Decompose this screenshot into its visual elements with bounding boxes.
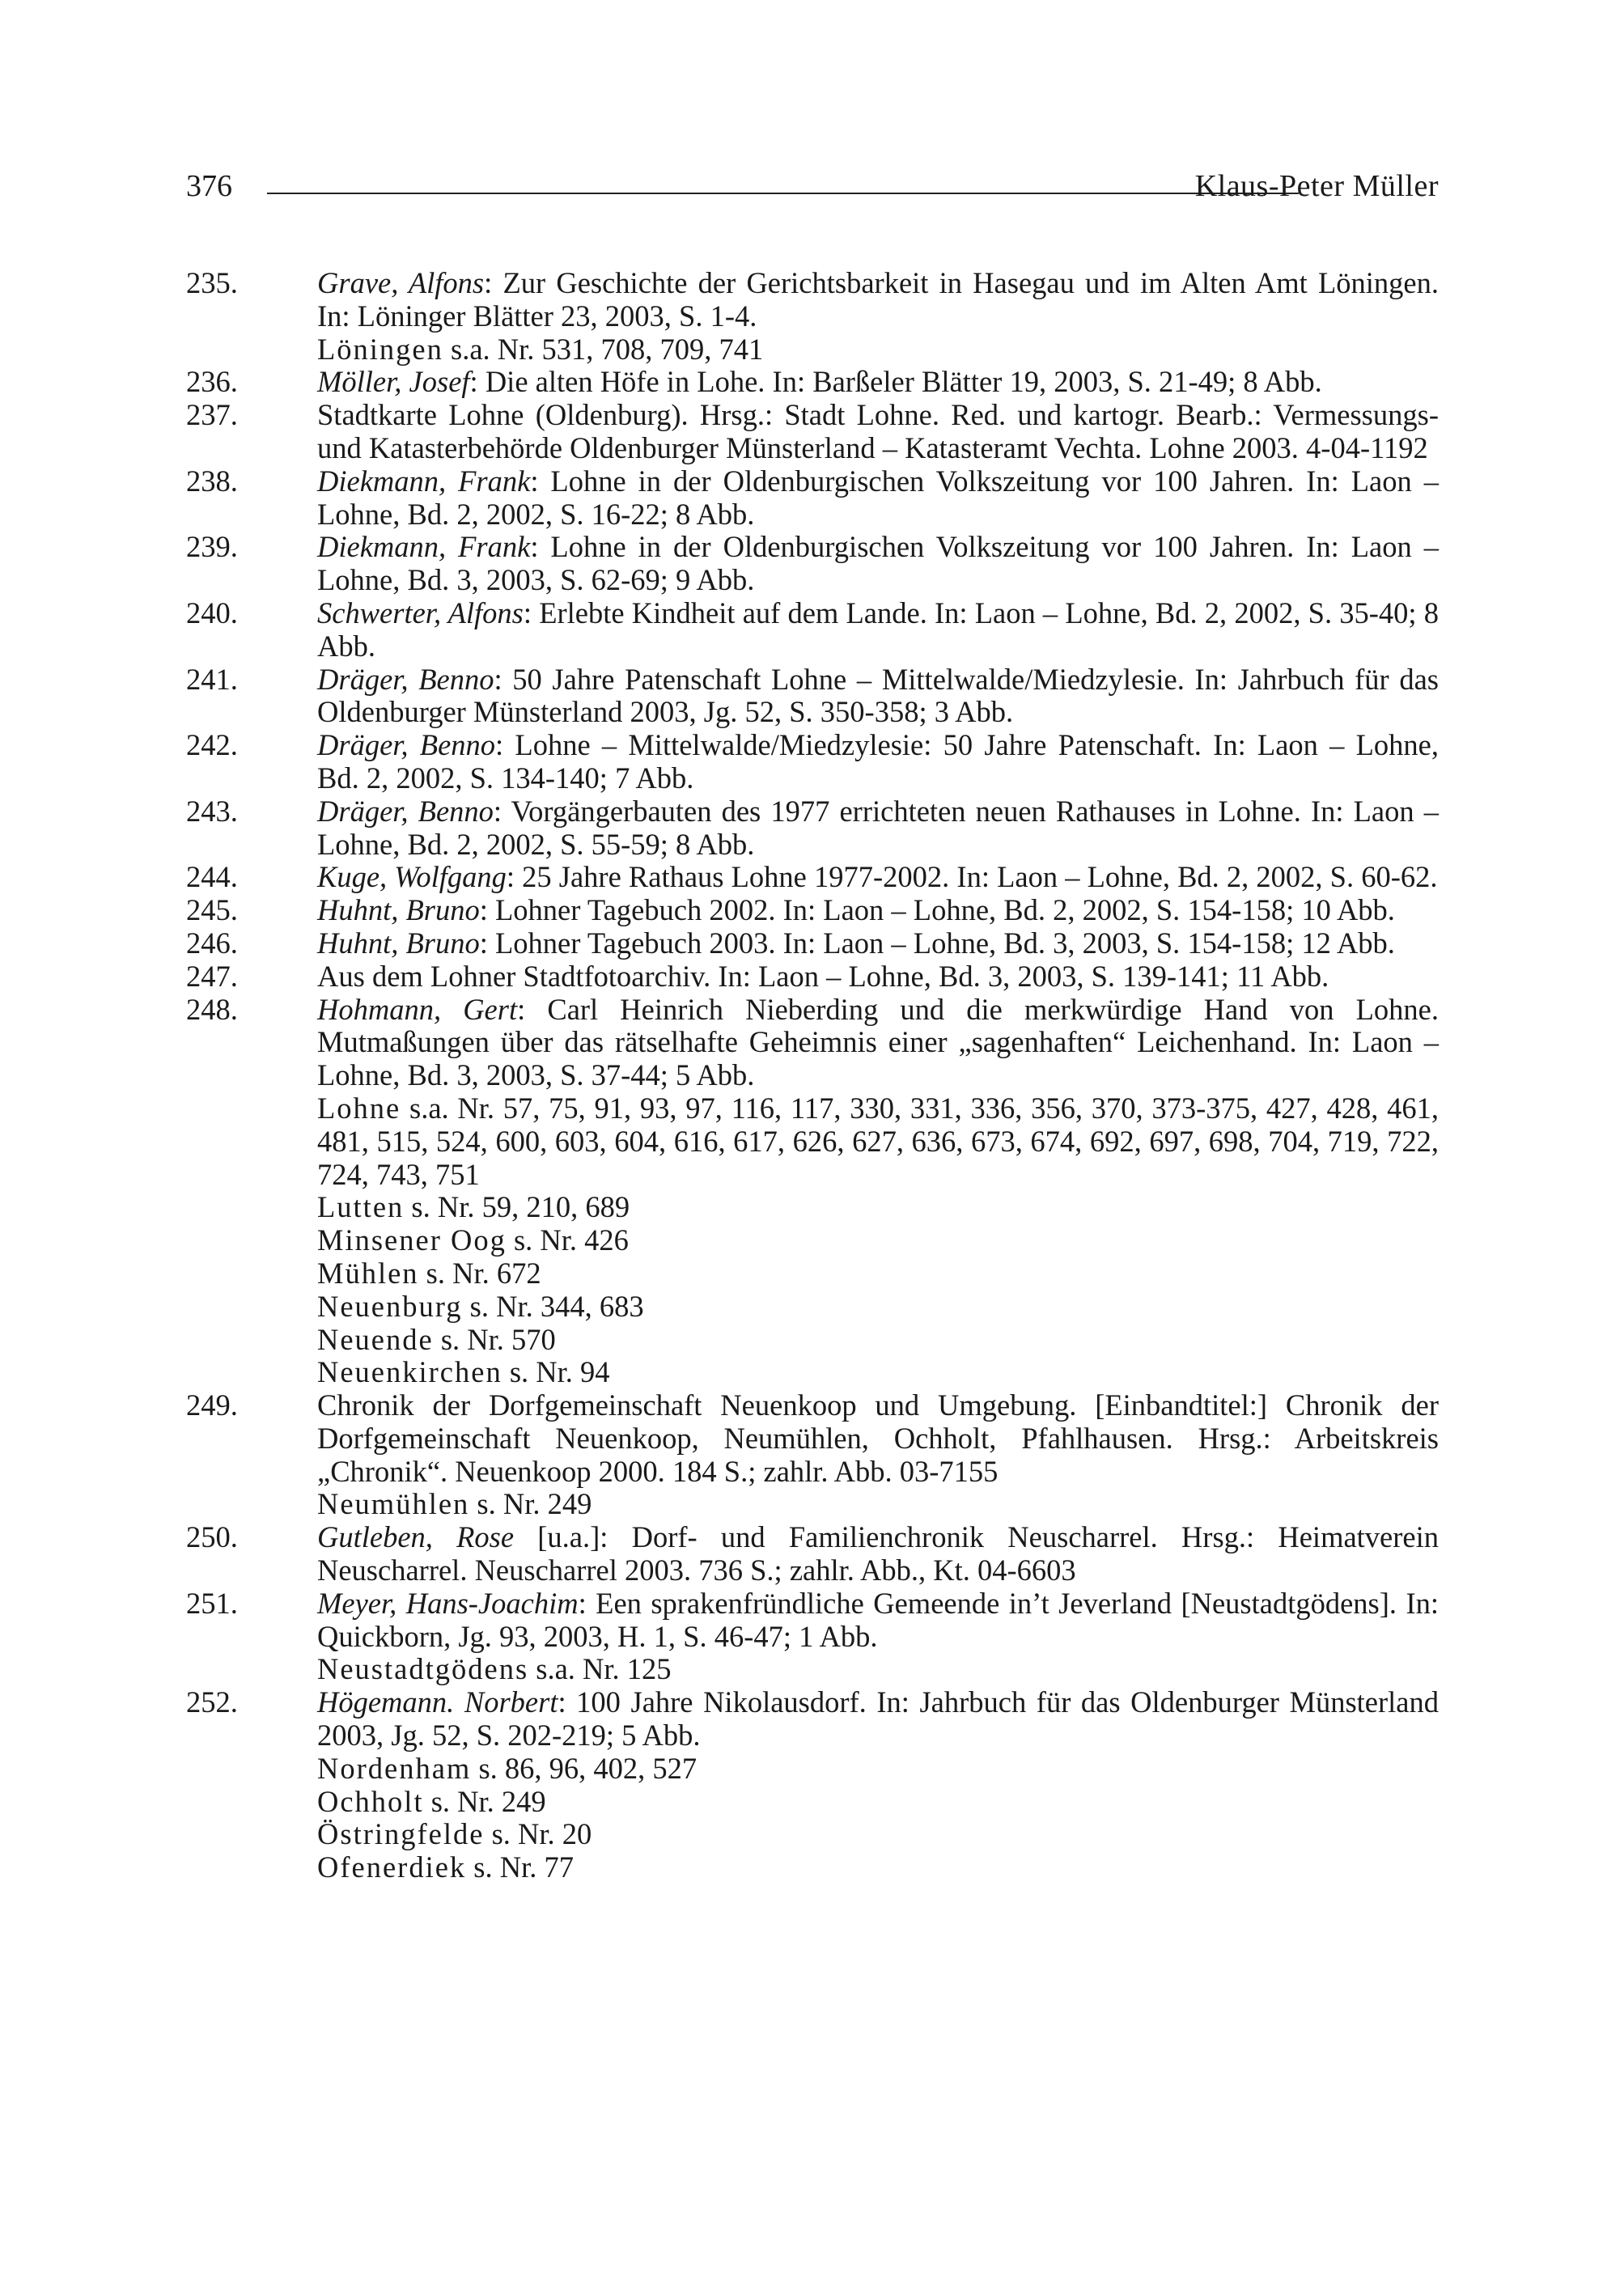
entry-number: 243.: [186, 794, 238, 828]
place-name: Minsener Oog: [317, 1223, 507, 1257]
entry-text: : Carl Heinrich Nieberding und die merkwürdige Hand von Lohne. Mutmaßungen über das rätselhafte Geheimnis einer „sagenhaften“ Leichenhand. In: Laon – Lohne, Bd. 3, 2003, S. 37-44; 5 Abb.: [317, 992, 1440, 1092]
entry-author: Grave, Alfons: [317, 266, 485, 299]
entry-number: 240.: [186, 596, 238, 629]
entry-number: 248.: [186, 992, 238, 1026]
place-name: Lohne: [317, 1091, 401, 1125]
reference-numbers: s. Nr. 672: [418, 1256, 541, 1290]
entry-text: : 50 Jahre Patenschaft Lohne – Mittelwalde/Miedzylesie. In: Jahrbuch für das Oldenburger Münsterland 2003, Jg. 52, S. 350-358; 3 Abb.: [317, 662, 1440, 729]
place-reference: [186, 1818, 1439, 1851]
entry-number: 251.: [186, 1586, 238, 1620]
bibliography-entry: [186, 663, 1439, 730]
entry-author: Schwerter, Alfons: [317, 596, 524, 629]
entry-text: : Erlebte Kindheit auf dem Lande. In: Laon – Lohne, Bd. 2, 2002, S. 35-40; 8 Abb.: [317, 596, 1439, 663]
bibliography-entry: [186, 861, 1439, 894]
reference-numbers: s. 86, 96, 402, 527: [471, 1751, 698, 1785]
place-reference: [186, 1356, 1439, 1389]
entry-author: Huhnt, Bruno: [317, 893, 480, 927]
bibliography-entry: [186, 1686, 1439, 1753]
place-reference: [186, 333, 1439, 367]
entry-text: [u.a.]: Dorf- und Familienchronik Neuscharrel. Hrsg.: Heimatverein Neuscharrel. Neuscharrel 2003. 736 S.; zahlr. Abb., Kt. 04-6603: [317, 1520, 1439, 1587]
entry-author: Möller, Josef: [317, 365, 470, 399]
entry-number: 246.: [186, 926, 238, 960]
entry-text: : Een sprakenfründliche Gemeende in’t Jeverland [Neustadtgödens]. In: Quickborn, Jg. 93, 2003, H. 1, S. 46-47; 1 Abb.: [317, 1586, 1439, 1653]
place-name: Neuenkirchen: [317, 1355, 502, 1389]
bibliography-entry: [186, 894, 1439, 927]
place-reference: [186, 1191, 1439, 1224]
entry-author: Huhnt, Bruno: [317, 926, 480, 960]
bibliography-list: [186, 267, 1439, 1884]
reference-numbers: s. Nr. 249: [423, 1784, 546, 1818]
place-reference: [186, 1092, 1439, 1191]
bibliography-entry: [186, 597, 1439, 663]
bibliography-entry: [186, 1389, 1439, 1488]
entry-author: Diekmann, Frank: [317, 464, 531, 498]
place-reference: [186, 1786, 1439, 1819]
entry-text: : 25 Jahre Rathaus Lohne 1977-2002. In: Laon – Lohne, Bd. 2, 2002, S. 60-62.: [506, 860, 1438, 894]
entry-number: 241.: [186, 662, 238, 696]
entry-number: 238.: [186, 464, 238, 498]
place-name: Löningen: [317, 332, 443, 366]
reference-numbers: s. Nr. 59, 210, 689: [404, 1190, 630, 1224]
entry-number: 252.: [186, 1685, 238, 1719]
page-number: 376: [186, 169, 232, 203]
entry-number: 237.: [186, 398, 238, 432]
place-name: Neuenburg: [317, 1289, 463, 1323]
entry-author: Dräger, Benno: [317, 662, 494, 696]
bibliography-entry: [186, 267, 1439, 333]
bibliography-entry: [186, 927, 1439, 960]
entry-text: : Lohne in der Oldenburgischen Volkszeitung vor 100 Jahren. In: Laon – Lohne, Bd. 3, 2003, S. 62-69; 9 Abb.: [317, 530, 1439, 597]
place-reference: [186, 1257, 1439, 1291]
place-name: Ofenerdiek: [317, 1850, 467, 1884]
entry-author: Diekmann, Frank: [317, 530, 531, 564]
place-name: Mühlen: [317, 1256, 419, 1290]
entry-author: Gutleben, Rose: [317, 1520, 515, 1554]
entry-author: Dräger, Benno: [317, 728, 496, 762]
entry-number: 249.: [186, 1388, 238, 1422]
running-author: Klaus-Peter Müller: [1194, 169, 1439, 203]
entry-text: Aus dem Lohner Stadtfotoarchiv. In: Laon – Lohne, Bd. 3, 2003, S. 139-141; 11 Abb.: [317, 959, 1329, 993]
entry-text: : Lohne – Mittelwalde/Miedzylesie: 50 Jahre Patenschaft. In: Laon – Lohne, Bd. 2, 2002, S. 134-140; 7 Abb.: [317, 728, 1440, 795]
entry-text: Stadtkarte Lohne (Oldenburg). Hrsg.: Stadt Lohne. Red. und kartogr. Bearb.: Vermessungs- und Katasterbehörde Oldenburger Münsterland – Katasteramt Vechta. Lohne 2003. 4-04-1192: [317, 398, 1439, 464]
entry-number: 235.: [186, 266, 238, 299]
entry-number: 239.: [186, 530, 238, 564]
entry-author: Meyer, Hans-Joachim: [317, 1586, 579, 1620]
bibliography-entry: [186, 795, 1439, 862]
bibliography-entry: [186, 729, 1439, 795]
bibliography-entry: [186, 960, 1439, 994]
place-name: Östringfelde: [317, 1817, 485, 1851]
reference-numbers: s. Nr. 570: [433, 1322, 556, 1356]
place-name: Ochholt: [317, 1784, 424, 1818]
entry-text: : Vorgängerbauten des 1977 errichteten neuen Rathauses in Lohne. In: Laon – Lohne, Bd. 2, 2002, S. 55-59; 8 Abb.: [317, 794, 1439, 861]
reference-numbers: s. Nr. 426: [506, 1223, 629, 1257]
place-name: Neuende: [317, 1322, 434, 1356]
place-reference: [186, 1653, 1439, 1686]
place-reference: [186, 1291, 1439, 1324]
entry-text: : 100 Jahre Nikolausdorf. In: Jahrbuch für das Oldenburger Münsterland 2003, Jg. 52, S. 202-219; 5 Abb.: [317, 1685, 1440, 1753]
place-name: Lutten: [317, 1190, 405, 1224]
place-name: Nordenham: [317, 1751, 472, 1785]
bibliography-entry: [186, 1521, 1439, 1587]
reference-numbers: s. Nr. 20: [484, 1817, 592, 1851]
bibliography-entry: [186, 399, 1439, 465]
place-reference: [186, 1753, 1439, 1786]
entry-number: 245.: [186, 893, 238, 927]
reference-numbers: s. Nr. 94: [502, 1355, 610, 1389]
bibliography-entry: [186, 1587, 1439, 1654]
bibliography-entry: [186, 531, 1439, 597]
bibliography-entry: [186, 366, 1439, 399]
place-name: Neustadtgödens: [317, 1652, 529, 1686]
entry-author: Dräger, Benno: [317, 794, 494, 828]
bibliography-entry: [186, 465, 1439, 532]
reference-numbers: s. Nr. 249: [469, 1487, 592, 1521]
place-reference: [186, 1224, 1439, 1257]
place-reference: [186, 1488, 1439, 1521]
entry-number: 250.: [186, 1520, 238, 1554]
entry-text: : Lohner Tagebuch 2002. In: Laon – Lohne, Bd. 2, 2002, S. 154-158; 10 Abb.: [479, 893, 1395, 927]
entry-text: Chronik der Dorfgemeinschaft Neuenkoop und Umgebung. [Einbandtitel:] Chronik der Dorfgemeinschaft Neuenkoop, Neumühlen, Ochholt, Pfahlhausen. Hrsg.: Arbeitskreis „Chronik“. Neuenkoop 2000. 184 S.; zahlr. Abb. 03-7155: [317, 1388, 1439, 1488]
entry-author: Högemann. Norbert: [317, 1685, 558, 1719]
header-rule: [267, 193, 1299, 194]
reference-numbers: s. Nr. 77: [466, 1850, 575, 1884]
place-name: Neumühlen: [317, 1487, 470, 1521]
entry-text: : Die alten Höfe in Lohe. In: Barßeler Blätter 19, 2003, S. 21-49; 8 Abb.: [469, 365, 1322, 399]
reference-numbers: s.a. Nr. 125: [528, 1652, 672, 1686]
entry-number: 236.: [186, 365, 238, 399]
entry-author: Kuge, Wolfgang: [317, 860, 507, 894]
entry-number: 247.: [186, 959, 238, 993]
entry-author: Hohmann, Gert: [317, 992, 518, 1026]
bibliography-entry: [186, 994, 1439, 1092]
reference-numbers: s. Nr. 344, 683: [462, 1289, 644, 1323]
running-header: [186, 168, 1439, 214]
entry-number: 244.: [186, 860, 238, 894]
entry-text: : Zur Geschichte der Gerichtsbarkeit in Hasegau und im Alten Amt Löningen. In: Löninger Blätter 23, 2003, S. 1-4.: [317, 266, 1439, 333]
entry-number: 242.: [186, 728, 238, 762]
reference-numbers: s.a. Nr. 531, 708, 709, 741: [443, 332, 764, 366]
place-reference: [186, 1851, 1439, 1884]
place-reference: [186, 1324, 1439, 1357]
reference-numbers: s.a. Nr. 57, 75, 91, 93, 97, 116, 117, 330, 331, 336, 356, 370, 373-375, 427, 428, 461, 481, 515, 524, 600, 603, 604, 616, 617, 626, 627, 636, 673, 674, 692, 697, 698, 704, 719, 722, 724, 743, 751: [317, 1091, 1439, 1191]
entry-text: : Lohne in der Oldenburgischen Volkszeitung vor 100 Jahren. In: Laon – Lohne, Bd. 2, 2002, S. 16-22; 8 Abb.: [317, 464, 1439, 531]
entry-text: : Lohner Tagebuch 2003. In: Laon – Lohne, Bd. 3, 2003, S. 154-158; 12 Abb.: [479, 926, 1395, 960]
